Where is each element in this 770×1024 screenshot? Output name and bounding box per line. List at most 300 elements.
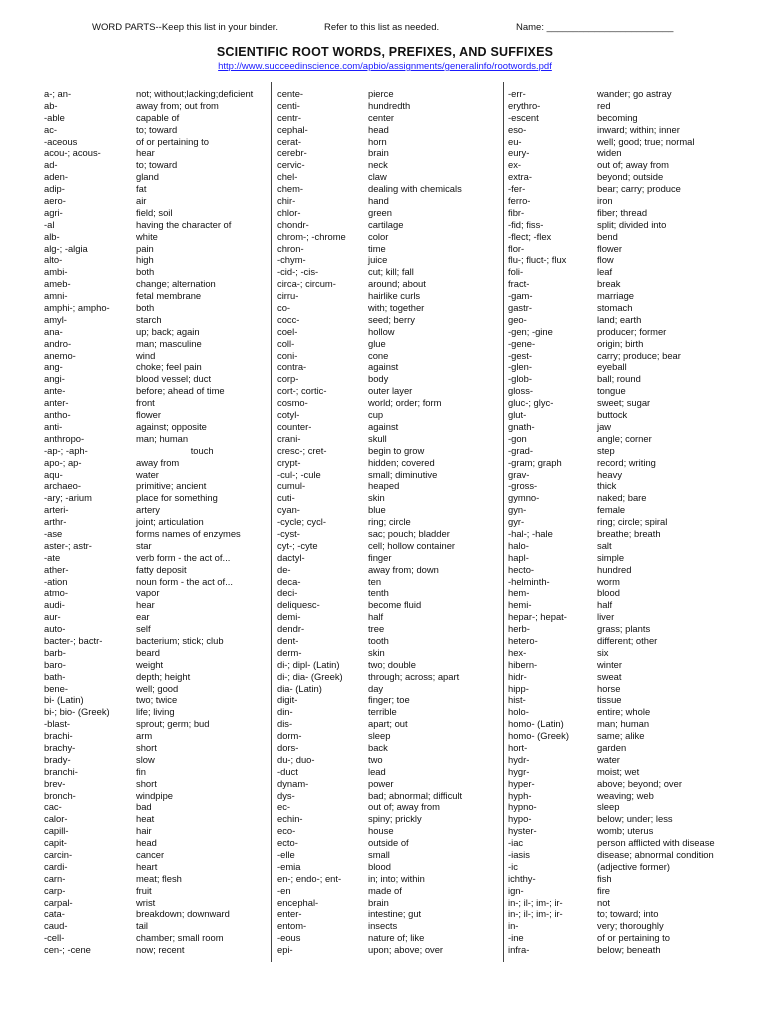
word-part-row	[277, 290, 502, 302]
word-part-term: di-; dipl- (Latin)	[277, 658, 340, 670]
word-part-meaning: winter	[597, 658, 623, 670]
word-part-term: hibern-	[508, 658, 538, 670]
word-part-row	[277, 207, 502, 219]
word-part-meaning: noun form - the act of...	[136, 575, 233, 587]
word-part-row	[277, 112, 502, 124]
word-part-meaning: seed; berry	[368, 313, 415, 325]
word-part-meaning: cone	[368, 349, 389, 361]
word-part-meaning: below; beneath	[597, 944, 661, 956]
word-part-row	[277, 897, 502, 909]
word-part-row	[508, 742, 744, 754]
word-part-meaning: apart; out	[368, 718, 408, 730]
word-part-meaning: entire; whole	[597, 706, 651, 718]
word-part-term: -ase	[44, 527, 63, 539]
word-part-term: enter-	[277, 908, 302, 920]
word-part-row	[277, 361, 502, 373]
word-part-meaning: change; alternation	[136, 278, 216, 290]
word-part-row	[508, 528, 744, 540]
word-part-meaning: producer; former	[597, 325, 667, 337]
word-part-row	[277, 801, 502, 813]
word-part-row	[508, 897, 744, 909]
word-part-term: di-; dia- (Greek)	[277, 670, 343, 682]
word-part-term: coel-	[277, 325, 298, 337]
word-part-term: andro-	[44, 337, 72, 349]
word-part-row	[508, 754, 744, 766]
word-part-term: dorm-	[277, 730, 302, 742]
column-divider	[503, 82, 504, 962]
word-part-term: dys-	[277, 789, 295, 801]
word-part-meaning: sweet; sugar	[597, 397, 651, 409]
word-part-term: foli-	[508, 266, 524, 278]
word-part-term: -gam-	[508, 290, 533, 302]
word-part-row	[508, 159, 744, 171]
word-part-term: fibr-	[508, 206, 525, 218]
word-part-meaning: to; toward	[136, 123, 178, 135]
word-part-row	[277, 338, 502, 350]
word-part-term: -iac	[508, 837, 524, 849]
word-part-meaning: sprout; germ; bud	[136, 718, 210, 730]
word-part-meaning: back	[368, 741, 388, 753]
word-part-term: gymno-	[508, 492, 540, 504]
word-part-term: chir-	[277, 195, 296, 207]
word-part-term: dendr-	[277, 623, 305, 635]
word-part-term: eco-	[277, 825, 296, 837]
word-part-row	[277, 278, 502, 290]
word-part-meaning: land; earth	[597, 313, 642, 325]
word-part-row	[277, 564, 502, 576]
word-part-row	[277, 159, 502, 171]
word-part-term: hipp-	[508, 682, 529, 694]
word-part-meaning: not	[597, 896, 611, 908]
word-part-term: branchi-	[44, 765, 78, 777]
word-part-term: -cul-; -cule	[277, 468, 321, 480]
word-part-term: epi-	[277, 944, 293, 956]
word-part-meaning: sleep	[368, 730, 391, 742]
word-part-row	[277, 504, 502, 516]
word-part-meaning: half	[597, 599, 613, 611]
word-part-term: gyn-	[508, 504, 527, 516]
word-part-row	[508, 587, 744, 599]
word-part-meaning: two; double	[368, 658, 416, 670]
word-part-term: ana-	[44, 325, 63, 337]
word-part-row	[277, 373, 502, 385]
word-part-row	[508, 647, 744, 659]
word-part-term: derm-	[277, 646, 302, 658]
word-part-term: cerat-	[277, 135, 301, 147]
word-part-meaning: liver	[597, 611, 615, 623]
word-part-term: gastr-	[508, 302, 532, 314]
word-part-term: in-; il-; im-; ir-	[508, 908, 563, 920]
word-part-term: antho-	[44, 409, 71, 421]
word-part-row	[44, 302, 266, 314]
word-part-row	[44, 885, 266, 897]
word-part-term: carcin-	[44, 849, 73, 860]
word-part-term: gnath-	[508, 420, 535, 432]
word-part-meaning: iron	[597, 195, 613, 207]
word-part-term: adip-	[44, 183, 65, 195]
word-part-meaning: weaving; web	[597, 789, 654, 801]
word-part-row	[44, 932, 266, 944]
word-part-meaning: dealing with chemicals	[368, 183, 462, 195]
word-part-meaning: salt	[597, 539, 612, 551]
word-part-meaning: heavy	[597, 468, 623, 480]
word-part-row	[277, 671, 502, 683]
word-part-row	[508, 183, 744, 195]
word-part-row	[508, 480, 744, 492]
word-part-term: bath-	[44, 670, 66, 682]
word-part-term: ec-	[277, 801, 291, 813]
word-part-term: chrom-; -chrome	[277, 230, 346, 242]
word-part-meaning: weight	[136, 658, 164, 670]
word-part-term: ather-	[44, 563, 69, 575]
word-part-meaning: well; good	[136, 682, 179, 694]
word-part-term: in-	[508, 920, 519, 932]
word-part-meaning: skin	[368, 646, 385, 658]
word-part-term: grav-	[508, 468, 530, 480]
word-part-row	[44, 231, 266, 243]
word-part-meaning: forms names of enzymes	[136, 527, 241, 539]
word-part-meaning: fat	[136, 183, 147, 195]
word-part-row	[277, 266, 502, 278]
word-part-meaning: tongue	[597, 385, 626, 397]
word-part-row	[44, 361, 266, 373]
word-part-row	[508, 243, 744, 255]
word-part-meaning: to; toward	[136, 159, 178, 171]
word-part-meaning: depth; height	[136, 670, 191, 682]
word-part-meaning: away from	[136, 456, 180, 468]
word-part-term: -cell-	[44, 932, 65, 944]
word-part-row	[277, 861, 502, 873]
word-part-term: -grad-	[508, 444, 534, 456]
word-part-meaning: ring; circle; spiral	[597, 516, 668, 528]
word-part-meaning: hundred	[597, 563, 632, 575]
word-part-row	[44, 790, 266, 802]
word-part-row	[44, 504, 266, 516]
word-part-term: crani-	[277, 432, 301, 444]
word-part-term: hex-	[508, 646, 527, 658]
word-part-term: cac-	[44, 801, 62, 813]
word-part-meaning: man; masculine	[136, 337, 202, 349]
word-part-meaning: simple	[597, 551, 625, 563]
word-part-row	[508, 908, 744, 920]
word-part-row	[508, 659, 744, 671]
word-part-meaning: buttock	[597, 409, 628, 421]
word-part-meaning: nature of; like	[368, 932, 425, 944]
word-part-meaning: two; twice	[136, 694, 178, 706]
word-part-row	[44, 326, 266, 338]
word-part-meaning: fatty deposit	[136, 563, 187, 575]
word-part-term: gluc-; glyc-	[508, 397, 554, 409]
word-part-term: cente-	[277, 88, 304, 99]
word-part-row	[508, 683, 744, 695]
word-part-meaning: joint; articulation	[136, 516, 204, 528]
word-part-row	[508, 100, 744, 112]
word-part-row	[508, 873, 744, 885]
word-part-row	[277, 920, 502, 932]
word-part-meaning: tissue	[597, 694, 622, 706]
word-part-row	[508, 837, 744, 849]
word-part-term: -glob-	[508, 373, 532, 385]
word-part-term: -fer-	[508, 183, 526, 195]
word-part-row	[508, 932, 744, 944]
word-part-row	[44, 671, 266, 683]
word-part-term: -ap-; -aph-	[44, 444, 88, 456]
word-part-row	[277, 944, 502, 956]
word-part-row	[277, 219, 502, 231]
word-part-term: -ine	[508, 932, 524, 944]
word-column-2	[277, 88, 502, 956]
word-part-row	[508, 623, 744, 635]
word-part-term: -gene-	[508, 337, 536, 349]
word-part-meaning: fish	[597, 872, 612, 884]
word-part-meaning: flower	[136, 409, 162, 421]
word-part-meaning: self	[136, 623, 151, 635]
word-part-row	[277, 528, 502, 540]
word-part-meaning: world; order; form	[368, 397, 442, 409]
word-part-term: apo-; ap-	[44, 456, 82, 468]
word-part-row	[508, 469, 744, 481]
word-part-meaning: above; beyond; over	[597, 777, 682, 789]
word-part-meaning: before; ahead of time	[136, 385, 225, 397]
word-part-term: -cycle; cycl-	[277, 516, 326, 528]
source-link[interactable]: http://www.succeedinscience.com/apbio/assignments/generalinfo/rootwords.pdf	[218, 61, 552, 72]
word-part-term: cirru-	[277, 290, 299, 302]
binder-instruction: WORD PARTS--Keep this list in your binder.	[92, 22, 279, 33]
word-part-meaning: begin to grow	[368, 444, 425, 456]
word-part-row	[44, 897, 266, 909]
word-part-meaning: out of; away from	[597, 159, 669, 171]
word-part-term: centi-	[277, 99, 300, 111]
word-part-row	[277, 837, 502, 849]
word-part-row	[44, 694, 266, 706]
word-part-meaning: life; living	[136, 706, 175, 718]
word-part-row	[508, 730, 744, 742]
word-part-meaning: time	[368, 242, 386, 254]
word-part-term: coll-	[277, 337, 295, 349]
word-part-row	[508, 766, 744, 778]
word-part-term: contra-	[277, 361, 307, 373]
word-part-meaning: primitive; ancient	[136, 480, 207, 492]
word-part-term: hem-	[508, 587, 530, 599]
word-part-term: alg-; -algia	[44, 242, 88, 254]
word-part-row	[277, 908, 502, 920]
word-part-term: hapl-	[508, 551, 529, 563]
word-part-meaning: stomach	[597, 302, 633, 314]
word-part-row	[508, 504, 744, 516]
word-part-term: aur-	[44, 611, 61, 623]
word-part-term: angi-	[44, 373, 65, 385]
word-part-row	[508, 599, 744, 611]
word-part-meaning: flower	[597, 242, 623, 254]
word-part-meaning: to; toward; into	[597, 908, 659, 920]
word-part-term: coni-	[277, 349, 298, 361]
word-part-term: barb-	[44, 646, 66, 658]
word-part-meaning: widen	[597, 147, 622, 159]
word-part-term: geo-	[508, 313, 527, 325]
word-part-meaning: insects	[368, 920, 398, 932]
word-part-row	[44, 552, 266, 564]
word-part-row	[44, 778, 266, 790]
word-part-term: cyan-	[277, 504, 300, 516]
word-part-term: ang-	[44, 361, 63, 373]
word-part-term: de-	[277, 563, 291, 575]
word-part-meaning: horse	[597, 682, 621, 694]
word-part-term: ferro-	[508, 195, 531, 207]
word-part-meaning: having the character of	[136, 218, 232, 230]
word-part-term: deca-	[277, 575, 301, 587]
word-part-row	[44, 683, 266, 695]
word-part-row	[508, 611, 744, 623]
word-part-meaning: upon; above; over	[368, 944, 444, 956]
word-part-row	[277, 683, 502, 695]
word-part-row	[44, 338, 266, 350]
word-part-meaning: blood	[597, 587, 620, 599]
word-part-row	[508, 671, 744, 683]
word-part-term: -fid; fiss-	[508, 218, 544, 230]
word-part-meaning: cell; hollow container	[368, 539, 456, 551]
word-part-meaning: ring; circle	[368, 516, 411, 528]
word-part-row	[44, 433, 266, 445]
word-part-meaning: terrible	[368, 706, 397, 718]
word-part-term: capill-	[44, 825, 69, 837]
name-field[interactable]: Name: ________________________	[516, 22, 674, 33]
word-part-meaning: small	[368, 849, 390, 860]
word-part-meaning: moist; wet	[597, 765, 640, 777]
word-part-row	[44, 373, 266, 385]
word-part-meaning: star	[136, 539, 152, 551]
word-part-meaning: person afflicted with disease	[597, 837, 715, 849]
word-part-meaning: head	[136, 837, 157, 849]
word-column-3	[508, 88, 744, 956]
word-part-meaning: away from; out from	[136, 99, 219, 111]
word-part-meaning: two	[368, 753, 383, 765]
word-part-term: hidr-	[508, 670, 527, 682]
word-part-meaning: pain	[136, 242, 154, 254]
word-part-term: anti-	[44, 420, 63, 432]
word-part-row	[44, 576, 266, 588]
word-part-term: hydr-	[508, 753, 530, 765]
word-part-row	[508, 338, 744, 350]
word-part-term: -ary; -arium	[44, 492, 92, 504]
word-part-meaning: against	[368, 420, 399, 432]
word-part-row	[277, 599, 502, 611]
word-part-meaning: leaf	[597, 266, 613, 278]
word-part-row	[277, 611, 502, 623]
word-part-meaning: hidden; covered	[368, 456, 435, 468]
word-part-row	[508, 136, 744, 148]
word-part-row	[277, 718, 502, 730]
word-part-row	[508, 385, 744, 397]
word-part-row	[508, 540, 744, 552]
word-part-meaning: artery	[136, 504, 160, 516]
word-part-term: cephal-	[277, 123, 308, 135]
word-part-row	[44, 599, 266, 611]
word-part-meaning: step	[597, 444, 615, 456]
word-part-meaning: brain	[368, 147, 389, 159]
word-part-term: chron-	[277, 242, 304, 254]
word-part-meaning: grass; plants	[597, 623, 651, 635]
word-part-meaning: verb form - the act of...	[136, 551, 231, 563]
word-part-meaning: neck	[368, 159, 388, 171]
word-part-row	[508, 314, 744, 326]
word-part-row	[44, 813, 266, 825]
word-part-meaning: center	[368, 111, 395, 123]
page-title: SCIENTIFIC ROOT WORDS, PREFIXES, AND SUFFIXES	[216, 45, 554, 59]
word-part-term: cosmo-	[277, 397, 308, 409]
word-part-row	[508, 457, 744, 469]
word-part-meaning: (adjective former)	[597, 860, 670, 872]
word-part-row	[277, 873, 502, 885]
word-part-meaning: front	[136, 397, 155, 409]
word-part-meaning: vapor	[136, 587, 160, 599]
word-part-meaning: day	[368, 682, 384, 694]
word-part-row	[44, 647, 266, 659]
word-part-meaning: blood vessel; duct	[136, 373, 212, 385]
word-part-meaning: wrist	[136, 896, 156, 908]
word-part-row	[508, 861, 744, 873]
word-part-row	[508, 195, 744, 207]
word-part-meaning: wind	[136, 349, 156, 361]
word-part-row	[44, 528, 266, 540]
word-part-meaning: lead	[368, 765, 386, 777]
word-part-meaning: become fluid	[368, 599, 422, 611]
word-part-row	[44, 730, 266, 742]
word-part-meaning: blood	[368, 860, 391, 872]
word-part-meaning: outside of	[368, 837, 409, 849]
word-part-term: anthropo-	[44, 432, 85, 444]
word-part-term: archaeo-	[44, 480, 82, 492]
word-part-row	[277, 88, 502, 100]
word-part-meaning: white	[136, 230, 158, 242]
word-part-meaning: skin	[368, 492, 385, 504]
word-part-meaning: break	[597, 278, 621, 290]
word-part-term: bene-	[44, 682, 68, 694]
word-part-row	[277, 397, 502, 409]
word-part-meaning: of or pertaining to	[136, 135, 209, 147]
word-part-term: homo- (Greek)	[508, 730, 569, 742]
word-part-meaning: head	[368, 123, 389, 135]
word-part-row	[508, 885, 744, 897]
word-part-meaning: heart	[136, 860, 158, 872]
word-part-meaning: house	[368, 825, 394, 837]
word-part-row	[44, 635, 266, 647]
word-part-meaning: hear	[136, 147, 155, 159]
word-part-term: flor-	[508, 242, 525, 254]
word-part-row	[44, 88, 266, 100]
word-part-term: brachi-	[44, 730, 73, 742]
word-part-term: entom-	[277, 920, 307, 932]
word-part-row	[44, 564, 266, 576]
word-part-term: ad-	[44, 159, 58, 171]
word-part-term: capit-	[44, 837, 67, 849]
word-part-term: -eous	[277, 932, 301, 944]
word-part-row	[508, 445, 744, 457]
word-part-row	[508, 576, 744, 588]
word-part-meaning: well; good; true; normal	[597, 135, 695, 147]
word-part-term: gyr-	[508, 516, 525, 528]
word-part-term: chondr-	[277, 218, 309, 230]
word-part-term: hygr-	[508, 765, 530, 777]
word-part-row	[277, 243, 502, 255]
word-part-row	[508, 290, 744, 302]
word-part-row	[508, 635, 744, 647]
word-part-meaning: man; human	[136, 432, 189, 444]
word-part-meaning: below; under; less	[597, 813, 673, 825]
word-part-row	[508, 516, 744, 528]
word-column-1	[44, 88, 266, 956]
word-part-term: hort-	[508, 741, 528, 753]
word-part-meaning: womb; uterus	[597, 825, 654, 837]
